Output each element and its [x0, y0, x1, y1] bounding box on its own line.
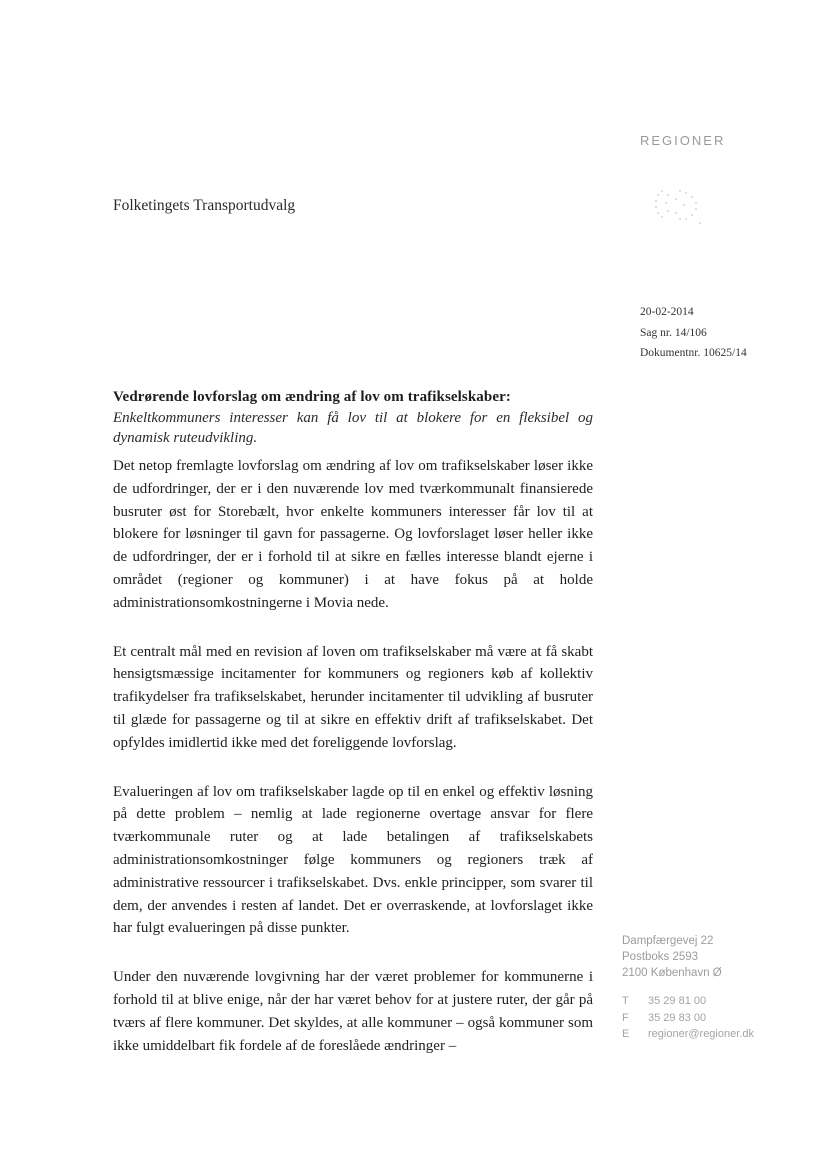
recipient: Folketingets Transportudvalg — [113, 197, 296, 214]
subject-block — [113, 387, 593, 449]
body-paragraph: Det netop fremlagte lovforslag om ændring af lov om trafikselskaber løser ikke de udfordringer, der er i den nuværende lov med tværkommunalt finansierede busruter øst for Storebælt, hvor enkelte kommuners interesser får lov til at blokere for løsninger til gavn for passagerne. Og lovforslaget løser heller ikke de udfordringer, der er i forhold til at sikre en fælles interesse blandt ejerne i området (regioner og kommuner) i at have fokus på at holde administrationsomkostningerne i Movia nede. — [113, 458, 593, 611]
regioner-logo-icon — [648, 185, 708, 225]
address-pobox: Postboks 2593 — [622, 951, 699, 963]
body-paragraph: Under den nuværende lovgivning har der været problemer for kommunerne i forhold til at blive enige, når der har været behov for at justere ruter, der går på tværs af flere kommuner. Det skyldes, at alle kommuner – også kommuner som ikke umiddelbart fik fordele af de foreslåede ændringer – — [113, 969, 593, 1054]
address-street: Dampfærgevej 22 — [622, 935, 714, 947]
body-paragraph: Evalueringen af lov om trafikselskaber lagde op til en enkel og effektiv løsning på dette problem – nemlig at lade regionerne overtage ansvar for flere tværkommunale ruter og at lade betalingen af trafikselskabets administrationsomkostninger følge kommuners og regioners træk af administrative ressourcer i trafikselskabet. Dvs. enkle principper, som svarer til dem, der anvendes i resten af landet. Det er overraskende, at lovforslaget ikke har fulgt evalueringen på disse punkter. — [113, 783, 593, 937]
subject-subheading: Enkeltkommuners interesser kan få lov til at blokere for en fleksibel og dynamisk ruteudvikling. — [113, 409, 593, 446]
address-city: 2100 København Ø — [622, 967, 722, 979]
subject-heading: Vedrørende lovforslag om ændring af lov om trafikselskaber: — [113, 389, 511, 405]
sender-address — [622, 933, 722, 981]
phone-number: 35 29 81 00 — [648, 995, 707, 1007]
email-label: E — [622, 1028, 630, 1040]
document-date: 20-02-2014 — [640, 306, 694, 318]
fax-label: F — [622, 1011, 629, 1024]
contact-phone-row — [622, 993, 754, 1010]
phone-label: T — [622, 995, 629, 1007]
letterhead-org-name: REGIONER — [640, 133, 726, 148]
case-number: Sag nr. 14/106 — [640, 326, 707, 339]
email-address: regioner@regioner.dk — [648, 1028, 754, 1040]
contact-fax-row — [622, 1010, 754, 1027]
document-number: Dokumentnr. 10625/14 — [640, 347, 747, 359]
fax-number: 35 29 83 00 — [648, 1011, 707, 1024]
letter-body — [113, 455, 593, 1083]
body-paragraph: Et centralt mål med en revision af loven om trafikselskaber må være at få skabt hensigtsmæssige incitamenter for kommuners og regioners køb af kollektiv trafikydelser fra trafikselskabet, herunder incitamenter til udvikling af busruter til glæde for passagerne og til at sikre en effektiv drift af trafikselskabet. Det opfyldes imidlertid ikke med det foreliggende lovforslag. — [113, 643, 593, 751]
sender-contact — [622, 993, 754, 1043]
document-meta — [640, 302, 747, 364]
contact-email-row — [622, 1026, 754, 1043]
